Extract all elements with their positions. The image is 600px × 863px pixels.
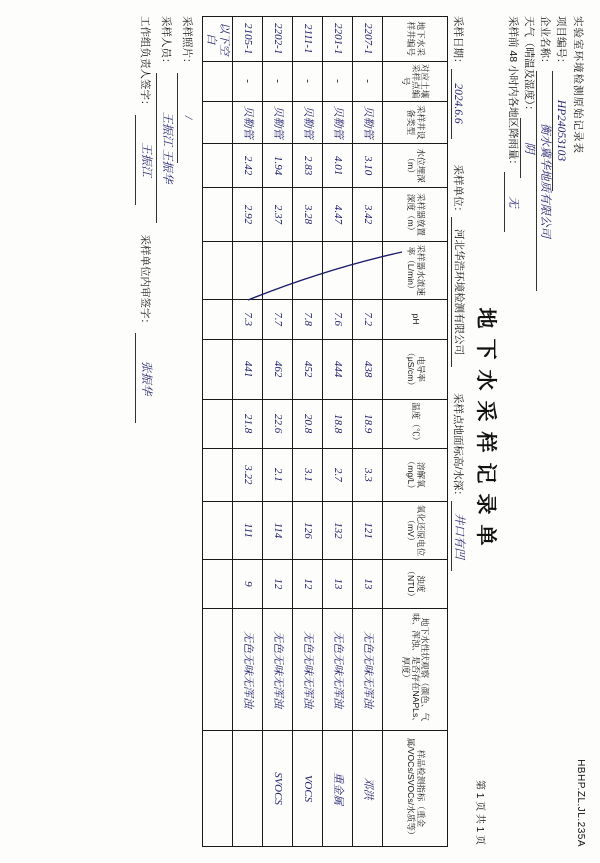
col-water-state: 地下水性状观察（颜色、气味、浑浊、是否存在NAPLs、厚度） (383, 608, 448, 730)
cell-device: 贝勒管 (353, 101, 383, 143)
table-row (203, 17, 233, 847)
cell-temp: 20.8 (293, 399, 323, 448)
cell-device: 贝勒管 (293, 101, 323, 143)
cell-ph: 7.3 (233, 299, 263, 339)
cell-water-state: 无色无味无浑浊 (353, 608, 383, 730)
col-do: 溶解氧（mg/L） (383, 448, 448, 501)
cell-well-no: 2202-1 (263, 17, 293, 62)
cell-ec (203, 339, 233, 399)
cell-water-state: 无色无味无浑浊 (263, 608, 293, 730)
table-header-row (383, 17, 448, 847)
cell-well-no: 2105-1 (233, 17, 263, 62)
cell-device: 贝勒管 (233, 101, 263, 143)
cell-test-items: VOCS (293, 731, 323, 847)
table-row (263, 17, 293, 847)
table-body (203, 17, 383, 847)
cell-water-depth: 2.83 (293, 143, 323, 188)
cell-water-state: 无色无味无浑浊 (323, 608, 353, 730)
cell-orp: 114 (263, 502, 293, 560)
col-device: 采样井设备类型 (383, 101, 448, 143)
weather-label: 天气（晴温及湿度）： (523, 16, 535, 116)
sampler-label: 采样人员： (160, 16, 172, 69)
subheader-row (451, 16, 468, 847)
document-topline (571, 16, 586, 847)
cell-well-no: 2111-1 (293, 17, 323, 62)
rainfall-label: 采样前 48 小时内各地区降雨量： (507, 16, 519, 171)
recorder-block (135, 16, 156, 205)
cell-water-state: 无色无味无浑浊 (293, 608, 323, 730)
sampler-block (156, 16, 177, 223)
cell-ntu: 12 (263, 559, 293, 608)
cell-ph: 7.2 (353, 299, 383, 339)
unit-sign-block (135, 235, 156, 424)
cell-orp: 111 (233, 502, 263, 560)
cell-place-depth: 2.37 (263, 188, 293, 241)
project-no-label: 项目编号： (555, 16, 567, 69)
cell-do: 3.3 (353, 448, 383, 501)
cell-ph: 7.8 (293, 299, 323, 339)
cell-ec: 441 (233, 339, 263, 399)
cell-do: 3.22 (233, 448, 263, 501)
cell-ntu (203, 559, 233, 608)
cell-test-items: SVOCS (263, 731, 293, 847)
signature-row-2 (135, 16, 156, 847)
cell-water-state: 无色无味无浑浊 (233, 608, 263, 730)
cell-flow-rate (293, 241, 323, 299)
col-test-items: 样品检测指标（重金属/VOCs/SVOCs/水质等） (383, 731, 448, 847)
unit-sign-label: 采样单位内审签字： (139, 234, 151, 329)
cell-ntu: 13 (323, 559, 353, 608)
cell-water-depth: 1.94 (263, 143, 293, 188)
signature-row (156, 16, 177, 847)
cell-temp: 18.8 (323, 399, 353, 448)
col-water-depth: 水位埋深（m） (383, 143, 448, 188)
sampling-unit-value: 河北华浩环境检测有限公司 (451, 217, 467, 367)
table-row (353, 17, 383, 847)
table-row (233, 17, 263, 847)
cell-do: 3.1 (293, 448, 323, 501)
sampling-date-value: 2024.6.6 (451, 69, 464, 139)
page-mark: 第 1 页 共 1 页 (474, 779, 485, 845)
col-ec: 电导率（μS/cm） (383, 339, 448, 399)
cell-ntu: 12 (293, 559, 323, 608)
cell-soil-no: - (263, 61, 293, 101)
cell-ec: 452 (293, 339, 323, 399)
unit-sign-value: 张振华 (135, 333, 156, 423)
cell-water-depth (203, 143, 233, 188)
cell-place-depth (203, 188, 233, 241)
cell-flow-rate (263, 241, 293, 299)
project-no-row (552, 16, 568, 847)
col-ph: pH (383, 299, 448, 339)
cell-test-items (203, 731, 233, 847)
cell-water-depth: 3.10 (353, 143, 383, 188)
point-elevation-value: 井口有凹 (451, 501, 468, 571)
cell-device: 贝勒管 (323, 101, 353, 143)
cell-ph (203, 299, 233, 339)
cell-flow-rate (233, 241, 263, 299)
cell-temp: 18.9 (353, 399, 383, 448)
cell-flow-rate (323, 241, 353, 299)
cell-soil-no: - (233, 61, 263, 101)
cell-ntu: 9 (233, 559, 263, 608)
cell-do (203, 448, 233, 501)
cell-orp: 126 (293, 502, 323, 560)
form-footer (135, 16, 198, 847)
col-place-depth: 采样器放置深度（m） (383, 188, 448, 241)
cell-orp: 132 (323, 502, 353, 560)
col-well-no: 地下水采样井编号 (383, 17, 448, 62)
cell-soil-no: - (323, 61, 353, 101)
sampling-table (202, 16, 448, 847)
cell-well-no: 2207-1 (353, 17, 383, 62)
cell-soil-no: - (353, 61, 383, 101)
company-label: 企业名称： (539, 16, 551, 69)
cell-orp: 121 (353, 502, 383, 560)
cell-water-state (203, 608, 233, 730)
cell-place-depth: 3.28 (293, 188, 323, 241)
page-title: 地下水采样记录单 (474, 307, 498, 556)
rainfall-value: 无 (504, 172, 520, 232)
cell-ec: 444 (323, 339, 353, 399)
cell-test-items: 邓洪 (353, 731, 383, 847)
photo-value: / (177, 73, 198, 163)
cell-do: 2.1 (263, 448, 293, 501)
col-temp: 温度（℃） (383, 399, 448, 448)
cell-test-items: 重金属 (323, 731, 353, 847)
cell-flow-rate (353, 241, 383, 299)
document-meta (504, 16, 568, 847)
cell-soil-no (203, 61, 233, 101)
sampling-unit (451, 165, 468, 368)
cell-place-depth: 4.47 (323, 188, 353, 241)
cell-place-depth: 2.92 (233, 188, 263, 241)
cell-well-no: 2201-1 (323, 17, 353, 62)
cell-device: 贝勒管 (263, 101, 293, 143)
cell-well-no: 以下空白 (203, 17, 233, 62)
cell-ph: 7.6 (323, 299, 353, 339)
recorder-value: 王振江 (135, 115, 156, 205)
cell-water-depth: 2.42 (233, 143, 263, 188)
weather-value: 阴 (520, 118, 536, 178)
point-elevation (451, 393, 468, 571)
cell-temp: 22.6 (263, 399, 293, 448)
cell-ph: 7.7 (263, 299, 293, 339)
sampling-date (451, 16, 468, 139)
rainfall-row (504, 16, 520, 847)
title-wrap (472, 16, 502, 847)
sampler-value: 王振江 王振华 (156, 73, 177, 223)
cell-water-depth: 4.01 (323, 143, 353, 188)
cell-temp: 21.8 (233, 399, 263, 448)
cell-ec: 462 (263, 339, 293, 399)
cell-device (203, 101, 233, 143)
cell-test-items (233, 731, 263, 847)
weather-row (520, 16, 536, 847)
table-row (323, 17, 353, 847)
table-row (293, 17, 323, 847)
cell-place-depth: 3.42 (353, 188, 383, 241)
col-ntu: 浊度（NTU） (383, 559, 448, 608)
cell-ntu: 13 (353, 559, 383, 608)
project-no-value: HP24053103 (552, 71, 568, 191)
cell-do: 2.7 (323, 448, 353, 501)
col-soil-no: 对应土壤采样点编号 (383, 61, 448, 101)
company-value: 衡水冀华地质有限公司 (536, 71, 552, 291)
cell-soil-no: - (293, 61, 323, 101)
sampling-date-label: 采样日期： (452, 16, 464, 69)
photo-label: 采样照片： (181, 16, 193, 69)
cell-temp (203, 399, 233, 448)
cell-ec: 438 (353, 339, 383, 399)
document-code: HBHP.ZL.JL.235A (575, 759, 586, 847)
col-flow-rate: 采样器水流速率（L/min） (383, 241, 448, 299)
lab-record-label: 实验室环境检测原始记录表 (572, 16, 584, 154)
cell-flow-rate (203, 241, 233, 299)
company-row (536, 16, 552, 847)
recorder-label: 工作组负责人签字： (139, 16, 151, 111)
sampling-unit-label: 采样单位： (452, 164, 464, 217)
cell-orp (203, 502, 233, 560)
col-orp: 氧化还原电位（mV） (383, 502, 448, 560)
point-elevation-label: 采样点地面标高/水深： (452, 393, 464, 501)
photo-row (177, 16, 198, 847)
